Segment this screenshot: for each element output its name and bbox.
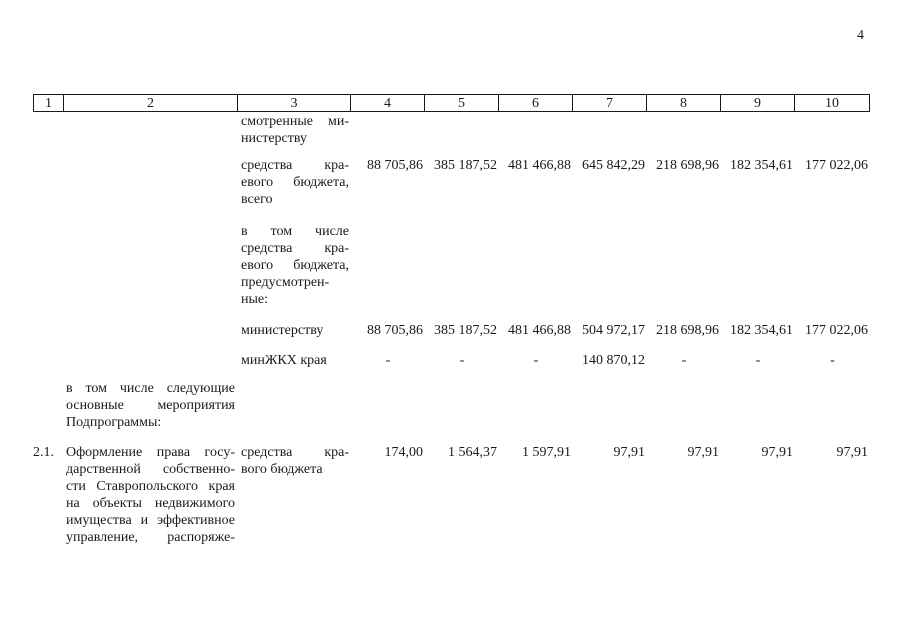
row6-col2-line: в том числе следующие	[66, 381, 235, 396]
header-cell-10: 10	[795, 94, 870, 112]
row5-value-col9: -	[755, 353, 761, 368]
row4-value-col6: 481 466,88	[508, 323, 571, 338]
row2-value-col9: 182 354,61	[730, 158, 793, 173]
row4-value-col4: 88 705,86	[367, 323, 423, 338]
row7-col2-line: дарственной собственно-	[66, 462, 235, 477]
header-cell-4: 4	[351, 94, 425, 112]
row4-col3: министерству	[241, 323, 324, 338]
row7-col3-line: вого бюджета	[241, 462, 323, 477]
header-cell-6: 6	[499, 94, 573, 112]
row5-value-col5: -	[459, 353, 465, 368]
row4-value-col8: 218 698,96	[656, 323, 719, 338]
row7-col2-line: сти Ставропольского края	[66, 479, 235, 494]
header-cell-8: 8	[647, 94, 721, 112]
row5-value-col7: 140 870,12	[582, 353, 645, 368]
header-cell-7: 7	[573, 94, 647, 112]
row7-col3-line: средства кра-	[241, 445, 349, 460]
page-number: 4	[857, 28, 864, 43]
row7-value-col4: 174,00	[384, 445, 423, 460]
header-cell-5: 5	[425, 94, 499, 112]
row5-value-col10: -	[830, 353, 835, 368]
row2-col3-line: всего	[241, 192, 273, 207]
header-cell-9: 9	[721, 94, 795, 112]
row7-col2-line: управление, распоряже-	[66, 530, 235, 545]
row2-value-col8: 218 698,96	[656, 158, 719, 173]
header-cell-2: 2	[64, 94, 238, 112]
row7-col2-line: Оформление права госу-	[66, 445, 235, 460]
row3-col3-line: в том числе	[241, 224, 349, 239]
row7-value-col8: 97,91	[687, 445, 719, 460]
row7-col2-line: на объекты недвижимого	[66, 496, 235, 511]
row3-col3-line: евого бюджета,	[241, 258, 349, 273]
row7-value-col7: 97,91	[613, 445, 645, 460]
header-cell-3: 3	[238, 94, 351, 112]
row3-col3-line: предусмотрен-	[241, 275, 330, 290]
row2-value-col10: 177 022,06	[805, 158, 868, 173]
row3-col3-line: средства кра-	[241, 241, 349, 256]
row7-value-col6: 1 597,91	[522, 445, 571, 460]
row1-col3-line: нистерству	[241, 131, 307, 146]
row3-col3-line: ные:	[241, 292, 269, 307]
row5-value-col6: -	[533, 353, 539, 368]
row4-value-col10: 177 022,06	[805, 323, 868, 338]
row7-col2-line: имущества и эффективное	[66, 513, 235, 528]
row2-col3-line: евого бюджета,	[241, 175, 349, 190]
row4-value-col7: 504 972,17	[582, 323, 645, 338]
row5-col3: минЖКХ края	[241, 353, 327, 368]
row1-col3-line: смотренные ми-	[241, 114, 349, 129]
row4-value-col9: 182 354,61	[730, 323, 793, 338]
row7-value-col10: 97,91	[836, 445, 868, 460]
row7-value-col5: 1 564,37	[448, 445, 497, 460]
header-cell-1: 1	[33, 94, 64, 112]
row2-col3-line: средства кра-	[241, 158, 349, 173]
row4-value-col5: 385 187,52	[434, 323, 497, 338]
row7-value-col9: 97,91	[761, 445, 793, 460]
row7-col1: 2.1.	[33, 445, 54, 460]
row5-value-col8: -	[681, 353, 687, 368]
row2-value-col7: 645 842,29	[582, 158, 645, 173]
row2-value-col4: 88 705,86	[367, 158, 423, 173]
row5-value-col4: -	[385, 353, 391, 368]
row6-col2-line: основные мероприятия	[66, 398, 235, 413]
row2-value-col5: 385 187,52	[434, 158, 497, 173]
row6-col2-line: Подпрограммы:	[66, 415, 162, 430]
row2-value-col6: 481 466,88	[508, 158, 571, 173]
